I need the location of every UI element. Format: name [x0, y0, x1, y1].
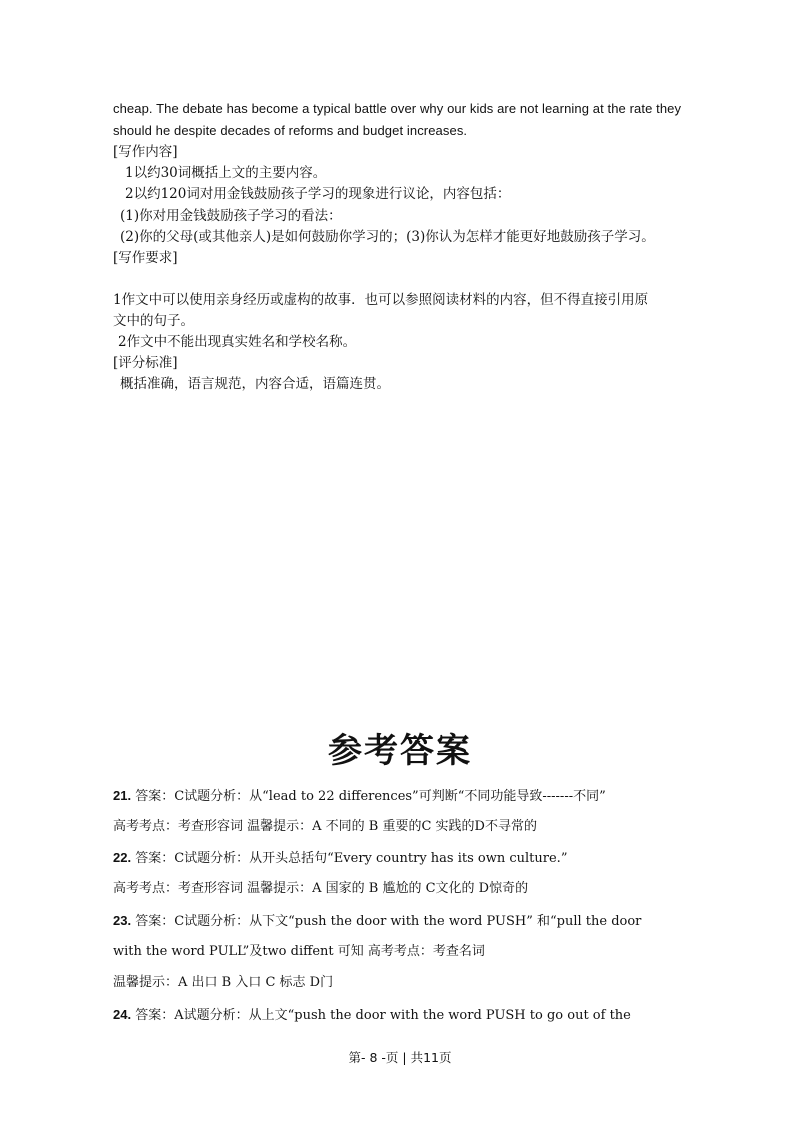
- answer-24-line-1: [113, 1006, 631, 1025]
- requirement-1-line-b: 文中的句子。: [113, 313, 194, 329]
- answer-22-line-2: 高考考点：考查形容词 温馨提示：A 国家的 B 尴尬的 C文化的 D惊奇的: [113, 881, 529, 896]
- page-title: 参考答案: [328, 731, 472, 771]
- writing-content-heading: [写作内容]: [113, 144, 178, 160]
- requirement-1-line-a: 1作文中可以使用亲身经历或虚构的故事．也可以参照阅读材料的内容，但不得直接引用原: [113, 292, 649, 308]
- answer-number: 23.: [113, 913, 132, 928]
- page-footer: 第- 8 -页 | 共11页: [348, 1050, 452, 1065]
- answer-text: 答案：C试题分析：从“lead to 22 differences”可判断“不同功能导致-------不同”: [135, 789, 606, 804]
- requirement-2: 2作文中不能出现真实姓名和学校名称。: [118, 334, 357, 350]
- answer-21-line-1: [113, 787, 606, 806]
- writing-item-1: 1以约30词概括上文的主要内容。: [125, 165, 327, 181]
- answer-text: 答案：A试题分析：从上文“push the door with the word PUSH to go out of the: [135, 1008, 631, 1023]
- answer-23-line-3: 温馨提示：A 出口 B 入口 C 标志 D门: [113, 975, 334, 990]
- writing-item-2: 2以约120词对用金钱鼓励孩子学习的现象进行议论，内容包括：: [125, 186, 511, 202]
- passage-line-2: should he despite decades of reforms and budget increases.: [113, 123, 468, 138]
- answer-number: 21.: [113, 788, 132, 803]
- answer-23-line-1: [113, 912, 641, 931]
- scoring-criteria: 概括准确，语言规范，内容合适，语篇连贯。: [120, 376, 390, 392]
- passage-line-1: cheap. The debate has become a typical battle over why our kids are not learning at the rate they: [113, 101, 682, 116]
- answer-text: 答案：C试题分析：从开头总括句“Every country has its own culture.”: [135, 851, 568, 866]
- answer-number: 24.: [113, 1007, 132, 1022]
- answer-23-line-2: with the word PULL”及two diffent 可知 高考考点：考查名词: [113, 944, 485, 959]
- writing-item-3: (1)你对用金钱鼓励孩子学习的看法：: [120, 208, 342, 224]
- writing-requirements-heading: [写作要求]: [113, 250, 178, 266]
- scoring-heading: [评分标准]: [113, 355, 178, 371]
- answer-number: 22.: [113, 850, 132, 865]
- writing-item-4: (2)你的父母(或其他亲人)是如何鼓励你学习的；(3)你认为怎样才能更好地鼓励孩子学习。: [120, 229, 655, 245]
- answer-22-line-1: [113, 849, 567, 868]
- answer-21-line-2: 高考考点：考查形容词 温馨提示：A 不同的 B 重要的C 实践的D不寻常的: [113, 819, 537, 834]
- answer-text: 答案：C试题分析：从下文“push the door with the word PUSH” 和“pull the door: [135, 914, 642, 929]
